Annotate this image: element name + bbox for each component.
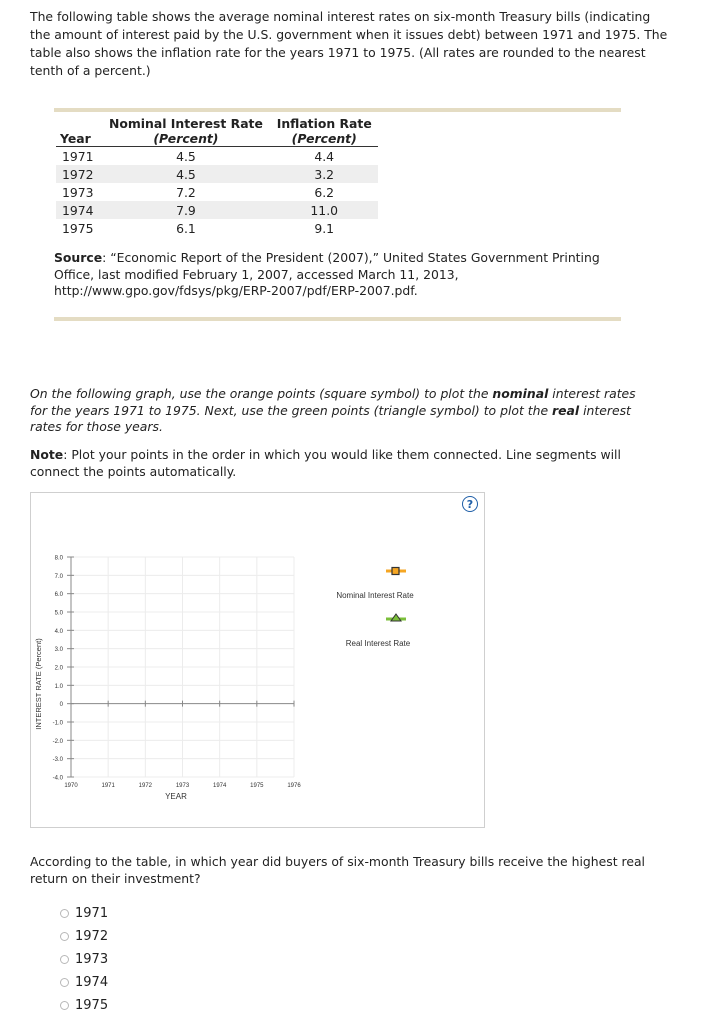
table-row	[56, 147, 378, 166]
rates-table	[56, 116, 378, 237]
option-label: 1971	[75, 906, 109, 921]
table-row	[56, 165, 378, 183]
option-1972[interactable]	[60, 925, 108, 948]
source-text: : “Economic Report of the President (2007),” United States Government Printing Office, last modified February 1, 2007, accessed March 11, 2013, http://www.gpo.gov/fdsys/pkg/ERP-2007/pdf/ERP-2007.pdf.	[54, 250, 600, 298]
note-text: : Plot your points in the order in which you would like them connected. Line segments will connect the points automatically.	[30, 447, 621, 479]
y-tick-label: 7.0	[54, 573, 63, 580]
source-label: Source	[54, 250, 103, 265]
x-tick-label: 1976	[287, 783, 301, 789]
cell-year: 1975	[62, 220, 94, 236]
cell-year: 1973	[62, 184, 94, 200]
help-icon[interactable]: ?	[462, 496, 478, 512]
cell-year: 1971	[62, 148, 94, 164]
question-text: According to the table, in which year did buyers of six-month Treasury bills receive the highest real return on their investment?	[30, 854, 645, 886]
cell-inflation: 9.1	[314, 220, 335, 236]
cell-year: 1974	[56, 201, 101, 219]
y-tick-label: 6.0	[54, 592, 63, 599]
cell-nominal: 7.9	[101, 201, 270, 219]
table-row	[56, 219, 378, 237]
bottom-divider	[54, 317, 621, 321]
y-tick-label: -1.0	[52, 720, 63, 727]
answer-options	[60, 902, 108, 1017]
radio-button[interactable]	[60, 909, 69, 918]
option-1975[interactable]	[60, 994, 108, 1017]
radio-button[interactable]	[60, 978, 69, 987]
option-1974[interactable]	[60, 971, 108, 994]
cell-year: 1972	[56, 165, 101, 183]
graph-panel[interactable]	[30, 492, 485, 828]
y-tick-label: -2.0	[52, 738, 63, 745]
table-row	[56, 183, 378, 201]
intro-paragraph: The following table shows the average nominal interest rates on six-month Treasury bills (indicating the amount of interest paid by the U.S. government when it issues debt) between 1971 and 1975. The table also shows the inflation rate for the years 1971 to 1975. (All rates are rounded to the nearest tenth of a percent.)	[30, 9, 668, 78]
radio-button[interactable]	[60, 955, 69, 964]
table-row	[56, 201, 378, 219]
header-year: Year	[56, 116, 101, 147]
radio-button[interactable]	[60, 932, 69, 941]
x-tick-label: 1975	[250, 783, 264, 789]
y-tick-label: 1.0	[54, 683, 63, 690]
cell-inflation: 4.4	[314, 148, 335, 164]
header-nominal-unit: (Percent)	[153, 131, 219, 146]
x-tick-label: 1971	[101, 783, 115, 789]
legend-real-label: Real Interest Rate	[345, 639, 411, 648]
cell-nominal: 6.1	[176, 220, 196, 236]
option-label: 1975	[75, 998, 109, 1013]
y-tick-label: -3.0	[52, 757, 63, 764]
source-citation	[54, 250, 614, 300]
note-paragraph	[30, 447, 650, 480]
x-tick-label: 1974	[212, 783, 227, 789]
instructions-text: On the following graph, use the orange points (square symbol) to plot the	[30, 386, 493, 401]
instructions-bold-real: real	[552, 402, 580, 418]
note-label: Note	[30, 447, 64, 462]
x-tick-label: 1970	[64, 783, 78, 789]
header-inflation: Inflation Rate	[276, 116, 372, 131]
y-tick-label: 5.0	[54, 610, 63, 617]
cell-inflation: 3.2	[270, 165, 378, 183]
instructions-bold-nominal: nominal	[492, 386, 549, 401]
cell-inflation: 11.0	[270, 201, 378, 219]
y-tick-label: 8.0	[54, 555, 63, 562]
top-divider	[54, 108, 621, 112]
legend-nominal-label: Nominal Interest Rate	[336, 591, 414, 600]
y-tick-label: 4.0	[54, 628, 63, 635]
header-nominal: Nominal Interest Rate	[108, 116, 263, 131]
cell-inflation: 6.2	[314, 184, 335, 200]
y-axis-label: INTEREST RATE (Percent)	[34, 638, 43, 730]
x-tick-label: 1972	[138, 783, 153, 789]
y-tick-label: -4.0	[52, 775, 63, 782]
radio-button[interactable]	[60, 1001, 69, 1010]
graph-instructions	[30, 386, 650, 436]
option-1973[interactable]	[60, 948, 108, 971]
cell-nominal: 4.5	[101, 165, 270, 183]
header-inflation-unit: (Percent)	[291, 131, 357, 146]
x-tick-label: 1973	[175, 783, 190, 789]
y-tick-label: 2.0	[54, 665, 63, 672]
cell-nominal: 4.5	[176, 148, 196, 164]
option-label: 1972	[75, 929, 109, 944]
x-axis-label: YEAR	[165, 792, 187, 801]
instructions-text: interest rates for those years.	[30, 402, 631, 434]
option-1971[interactable]	[60, 902, 108, 925]
y-tick-label: 0	[59, 702, 63, 709]
cell-nominal: 7.2	[176, 184, 196, 200]
option-label: 1973	[75, 952, 109, 967]
instructions-text: interest rates for the years 1971 to 1975. Next, use the green points (triangle symbol) to plot the	[30, 386, 636, 418]
y-tick-label: 3.0	[54, 647, 63, 654]
option-label: 1974	[75, 975, 109, 990]
